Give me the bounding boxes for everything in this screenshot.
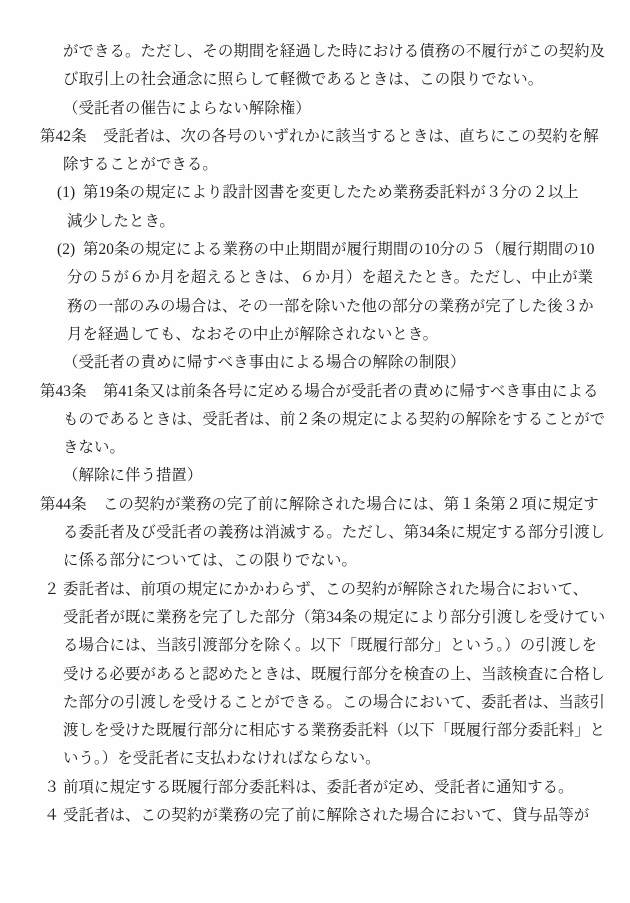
clause-number: (1) xyxy=(57,184,76,202)
clause-number: (2) xyxy=(57,241,76,259)
document-line: た部分の引渡しを受けることができる。この場合において、委託者は、当該引 xyxy=(63,693,605,711)
document-line: 務の一部のみの場合は、その一部を除いた他の部分の業務が完了した後３か xyxy=(67,297,594,315)
document-line xyxy=(0,576,630,604)
document-line: （受託者の責めに帰すべき事由による場合の解除の制限） xyxy=(63,354,466,372)
document-line: 渡しを受けた既履行部分に相応する業務委託料（以下「既履行部分委託料」と xyxy=(63,722,606,740)
document-line: ができる。ただし、その期間を経過した時における債務の不履行がこの契約及 xyxy=(63,43,606,60)
clause-number: 第43条 xyxy=(40,382,87,400)
document-line: （受託者の催告によらない解除権） xyxy=(63,99,311,117)
document-line: に係る部分については、この限りでない。 xyxy=(63,552,358,570)
document-line: る場合には、当該引渡部分を除く。以下「既履行部分」という。）の引渡しを xyxy=(63,637,598,655)
document-line: 月を経過しても、なおその中止が解除されないとき。 xyxy=(67,325,439,343)
document-line: び取引上の社会通念に照らして軽微であるときは、この限りでない。 xyxy=(63,71,544,89)
clause-text: 第19条の規定により設計図書を変更したため業務委託料が３分の２以上 xyxy=(83,184,579,202)
document-line xyxy=(0,179,630,207)
document-line: （解除に伴う措置） xyxy=(63,467,203,485)
document-line: 分の５が６か月を超えるときは、６か月）を超えたとき。ただし、中止が業 xyxy=(67,269,594,287)
document-line xyxy=(0,491,630,519)
clause-number: ２ xyxy=(44,580,60,598)
clause-text: この契約が業務の完了前に解除された場合には、第１条第２項に規定す xyxy=(103,495,599,513)
document-line xyxy=(0,236,630,264)
document-line: 受ける必要があると認めたときは、既履行部分を検査の上、当該検査に合格し xyxy=(63,665,606,683)
document-line: 減少したとき。 xyxy=(67,212,175,230)
document-line: ものであるときは、受託者は、前２条の規定による契約の解除をすることがで xyxy=(63,410,606,428)
clause-text: 委託者は、前項の規定にかかわらず、この契約が解除された場合において、 xyxy=(63,580,589,598)
clause-text: 前項に規定する既履行部分委託料は、委託者が定め、受託者に通知する。 xyxy=(63,778,574,796)
clause-number: 第42条 xyxy=(40,127,87,145)
clause-text: 受託者は、次の各号のいずれかに該当するときは、直ちにこの契約を解 xyxy=(103,127,599,145)
clause-text: 第20条の規定による業務の中止期間が履行期間の10分の５（履行期間の10 xyxy=(83,241,595,259)
document-line: 除することができる。 xyxy=(63,156,218,174)
document-line xyxy=(0,774,630,802)
document-line: きない。 xyxy=(63,439,125,457)
clause-text: 第41条又は前条各号に定める場合が受託者の責めに帰すべき事由による xyxy=(103,382,599,400)
clause-number: 第44条 xyxy=(40,495,87,513)
clause-number: ３ xyxy=(44,778,60,796)
clause-text: 受託者は、この契約が業務の完了前に解除された場合において、貸与品等が xyxy=(63,807,590,825)
document-line xyxy=(0,123,630,151)
document-line: る委託者及び受託者の義務は消滅する。ただし、第34条に規定する部分引渡し xyxy=(63,524,606,542)
document-line xyxy=(0,802,630,830)
clause-number: ４ xyxy=(44,807,60,825)
document-line: 受託者が既に業務を完了した部分（第34条の規定により部分引渡しを受けてい xyxy=(63,608,606,626)
document-line xyxy=(0,378,630,406)
document-line: いう。）を受託者に支払わなければならない。 xyxy=(63,750,381,768)
